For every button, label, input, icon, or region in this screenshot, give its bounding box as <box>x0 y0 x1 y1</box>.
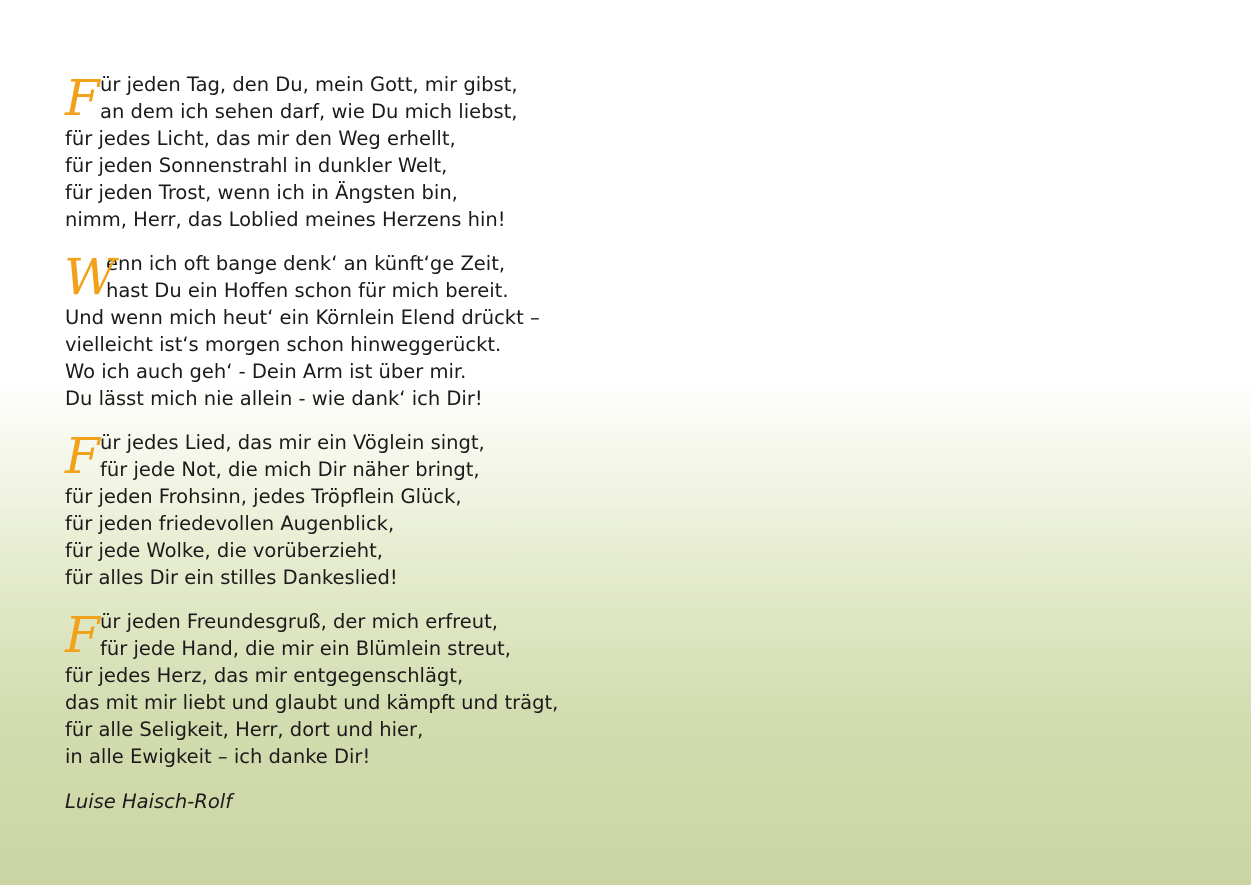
drop-cap-initial: F <box>65 427 100 485</box>
poem-line: nimm, Herr, das Loblied meines Herzens hin! <box>65 208 506 231</box>
poem-line: für jeden friedevollen Augenblick, <box>65 512 395 535</box>
poem-line: für jeden Frohsinn, jedes Tröpflein Glück, <box>65 485 462 508</box>
poem-line: hast Du ein Hoffen schon für mich bereit. <box>106 279 509 302</box>
poem-line: für jedes Licht, das mir den Weg erhellt, <box>65 127 456 150</box>
poem-line: für jede Hand, die mir ein Blümlein streut, <box>100 637 511 660</box>
poem <box>65 71 625 815</box>
poem-line: das mit mir liebt und glaubt und kämpft und trägt, <box>65 691 559 714</box>
poem-line: vielleicht ist‘s morgen schon hinweggerückt. <box>65 333 502 356</box>
poem-line: für alle Seligkeit, Herr, dort und hier, <box>65 718 424 741</box>
poem-line: Du lässt mich nie allein - wie dank‘ ich Dir! <box>65 387 483 410</box>
poem-line: für jede Wolke, die vorüberzieht, <box>65 539 383 562</box>
first-line-text: ür jeden Freundesgruß, der mich erfreut, <box>100 610 498 633</box>
drop-cap-initial: F <box>65 606 100 664</box>
stanza-2 <box>65 250 625 412</box>
poem-author: Luise Haisch-Rolf <box>65 790 233 813</box>
poem-line: in alle Ewigkeit – ich danke Dir! <box>65 745 371 768</box>
poem-line: für jeden Sonnenstrahl in dunkler Welt, <box>65 154 448 177</box>
poem-line: für alles Dir ein stilles Dankeslied! <box>65 566 398 589</box>
drop-cap-initial: F <box>65 69 100 127</box>
stanza-3 <box>65 429 625 591</box>
stanza-1 <box>65 71 625 233</box>
poem-line: Und wenn mich heut‘ ein Körnlein Elend drückt – <box>65 306 540 329</box>
poem-line: für jedes Herz, das mir entgegenschlägt, <box>65 664 464 687</box>
poem-line: an dem ich sehen darf, wie Du mich liebst, <box>100 100 518 123</box>
poem-line: für jede Not, die mich Dir näher bringt, <box>100 458 480 481</box>
first-line-text: ür jeden Tag, den Du, mein Gott, mir gibst, <box>100 73 518 96</box>
first-line-text: enn ich oft bange denk‘ an künft‘ge Zeit, <box>106 252 506 275</box>
poem-line: für jeden Trost, wenn ich in Ängsten bin, <box>65 181 458 204</box>
drop-cap-initial: W <box>64 248 116 306</box>
stanza-4 <box>65 608 625 770</box>
first-line-text: ür jedes Lied, das mir ein Vöglein singt, <box>100 431 485 454</box>
poem-line: Wo ich auch geh‘ - Dein Arm ist über mir. <box>65 360 467 383</box>
